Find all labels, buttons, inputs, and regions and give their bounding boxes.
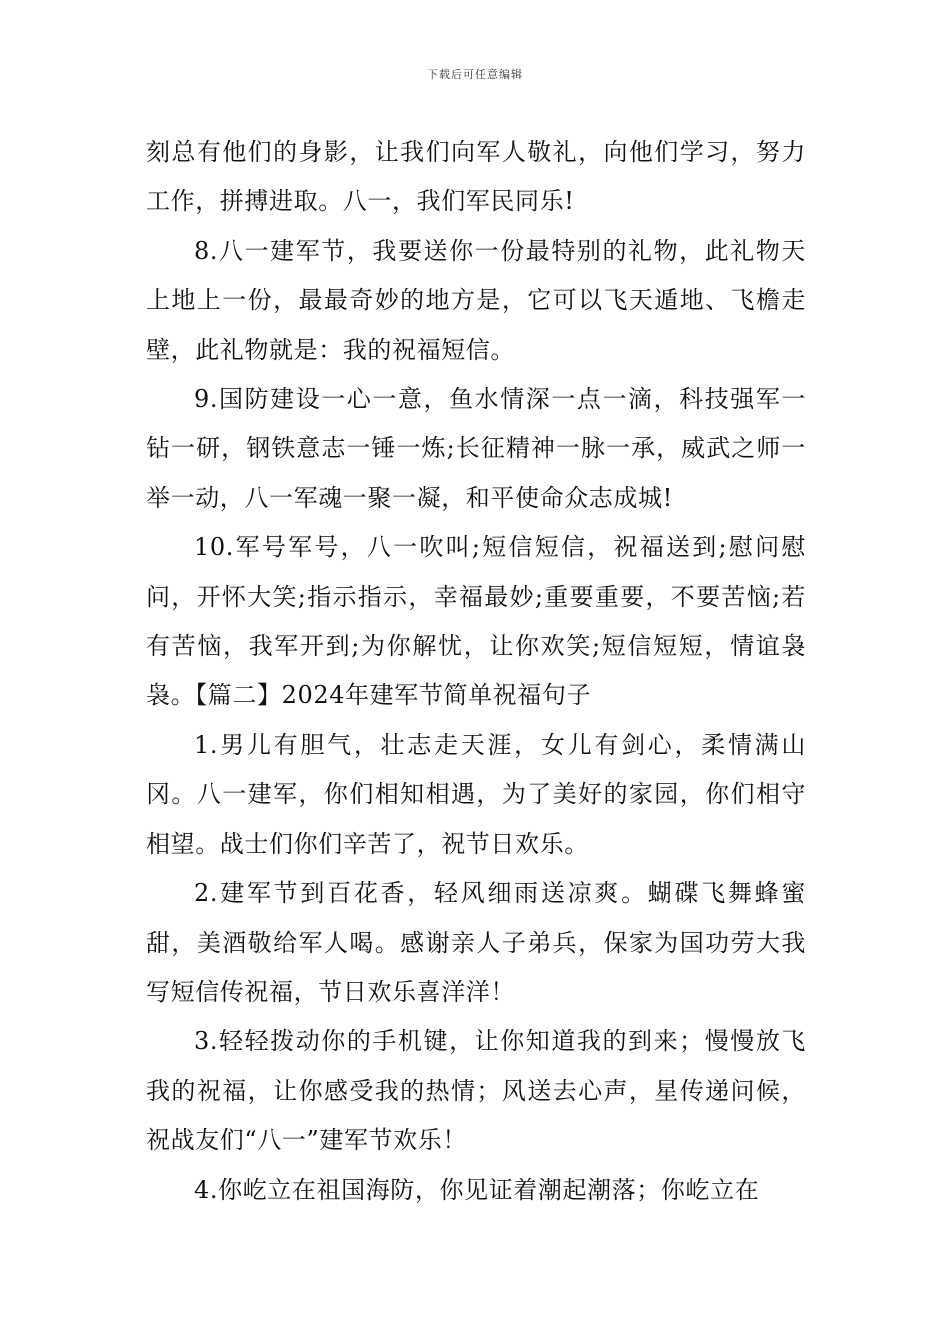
paragraph-item-8: 8.八一建军节，我要送你一份最特别的礼物，此礼物天上地上一份，最最奇妙的地方是，它可以飞天遁地、飞檐走壁，此礼物就是：我的祝福短信。 <box>146 236 806 364</box>
paragraph-item-10: 10.军号军号，八一吹叫;短信短信，祝福送到;慰问慰问，开怀大笑;指示指示，幸福最妙;重要重要，不要苦恼;若有苦恼，我军开到;为你解忧，让你欢笑;短信短短，情谊袅袅。【篇二】2024年建军节简单祝福句子 <box>146 533 806 710</box>
paragraph-item-2: 2.建军节到百花香，轻风细雨送凉爽。蝴碟飞舞蜂蜜甜，美酒敬给军人喝。感谢亲人子弟兵，保家为国功劳大我写短信传祝福，节日欢乐喜洋洋！ <box>146 879 806 1006</box>
paragraph-item-9: 9.国防建设一心一意，鱼水情深一点一滴，科技强军一钻一研，钢铁意志一锤一炼;长征精神一脉一承，威武之师一举一动，八一军魂一聚一凝，和平使命众志成城! <box>146 385 806 512</box>
paragraph-continuation: 刻总有他们的身影，让我们向军人敬礼，向他们学习，努力工作，拼搏进取。八一，我们军民同乐! <box>146 138 806 216</box>
header-note: 下载后可任意编辑 <box>427 68 523 81</box>
paragraph-item-3: 3.轻轻拨动你的手机键，让你知道我的到来；慢慢放飞我的祝福，让你感受我的热情；风送去心声，星传递问候，祝战友们“八一”建军节欢乐！ <box>146 1027 806 1155</box>
document-body <box>146 128 806 1215</box>
paragraph-item-1: 1.男儿有胆气，壮志走天涯，女儿有剑心，柔情满山冈。八一建军，你们相知相遇，为了美好的家园，你们相守相望。战士们你们辛苦了，祝节日欢乐。 <box>146 730 806 858</box>
paragraph-item-4: 4.你屹立在祖国海防，你见证着潮起潮落；你屹立在 <box>194 1175 760 1204</box>
